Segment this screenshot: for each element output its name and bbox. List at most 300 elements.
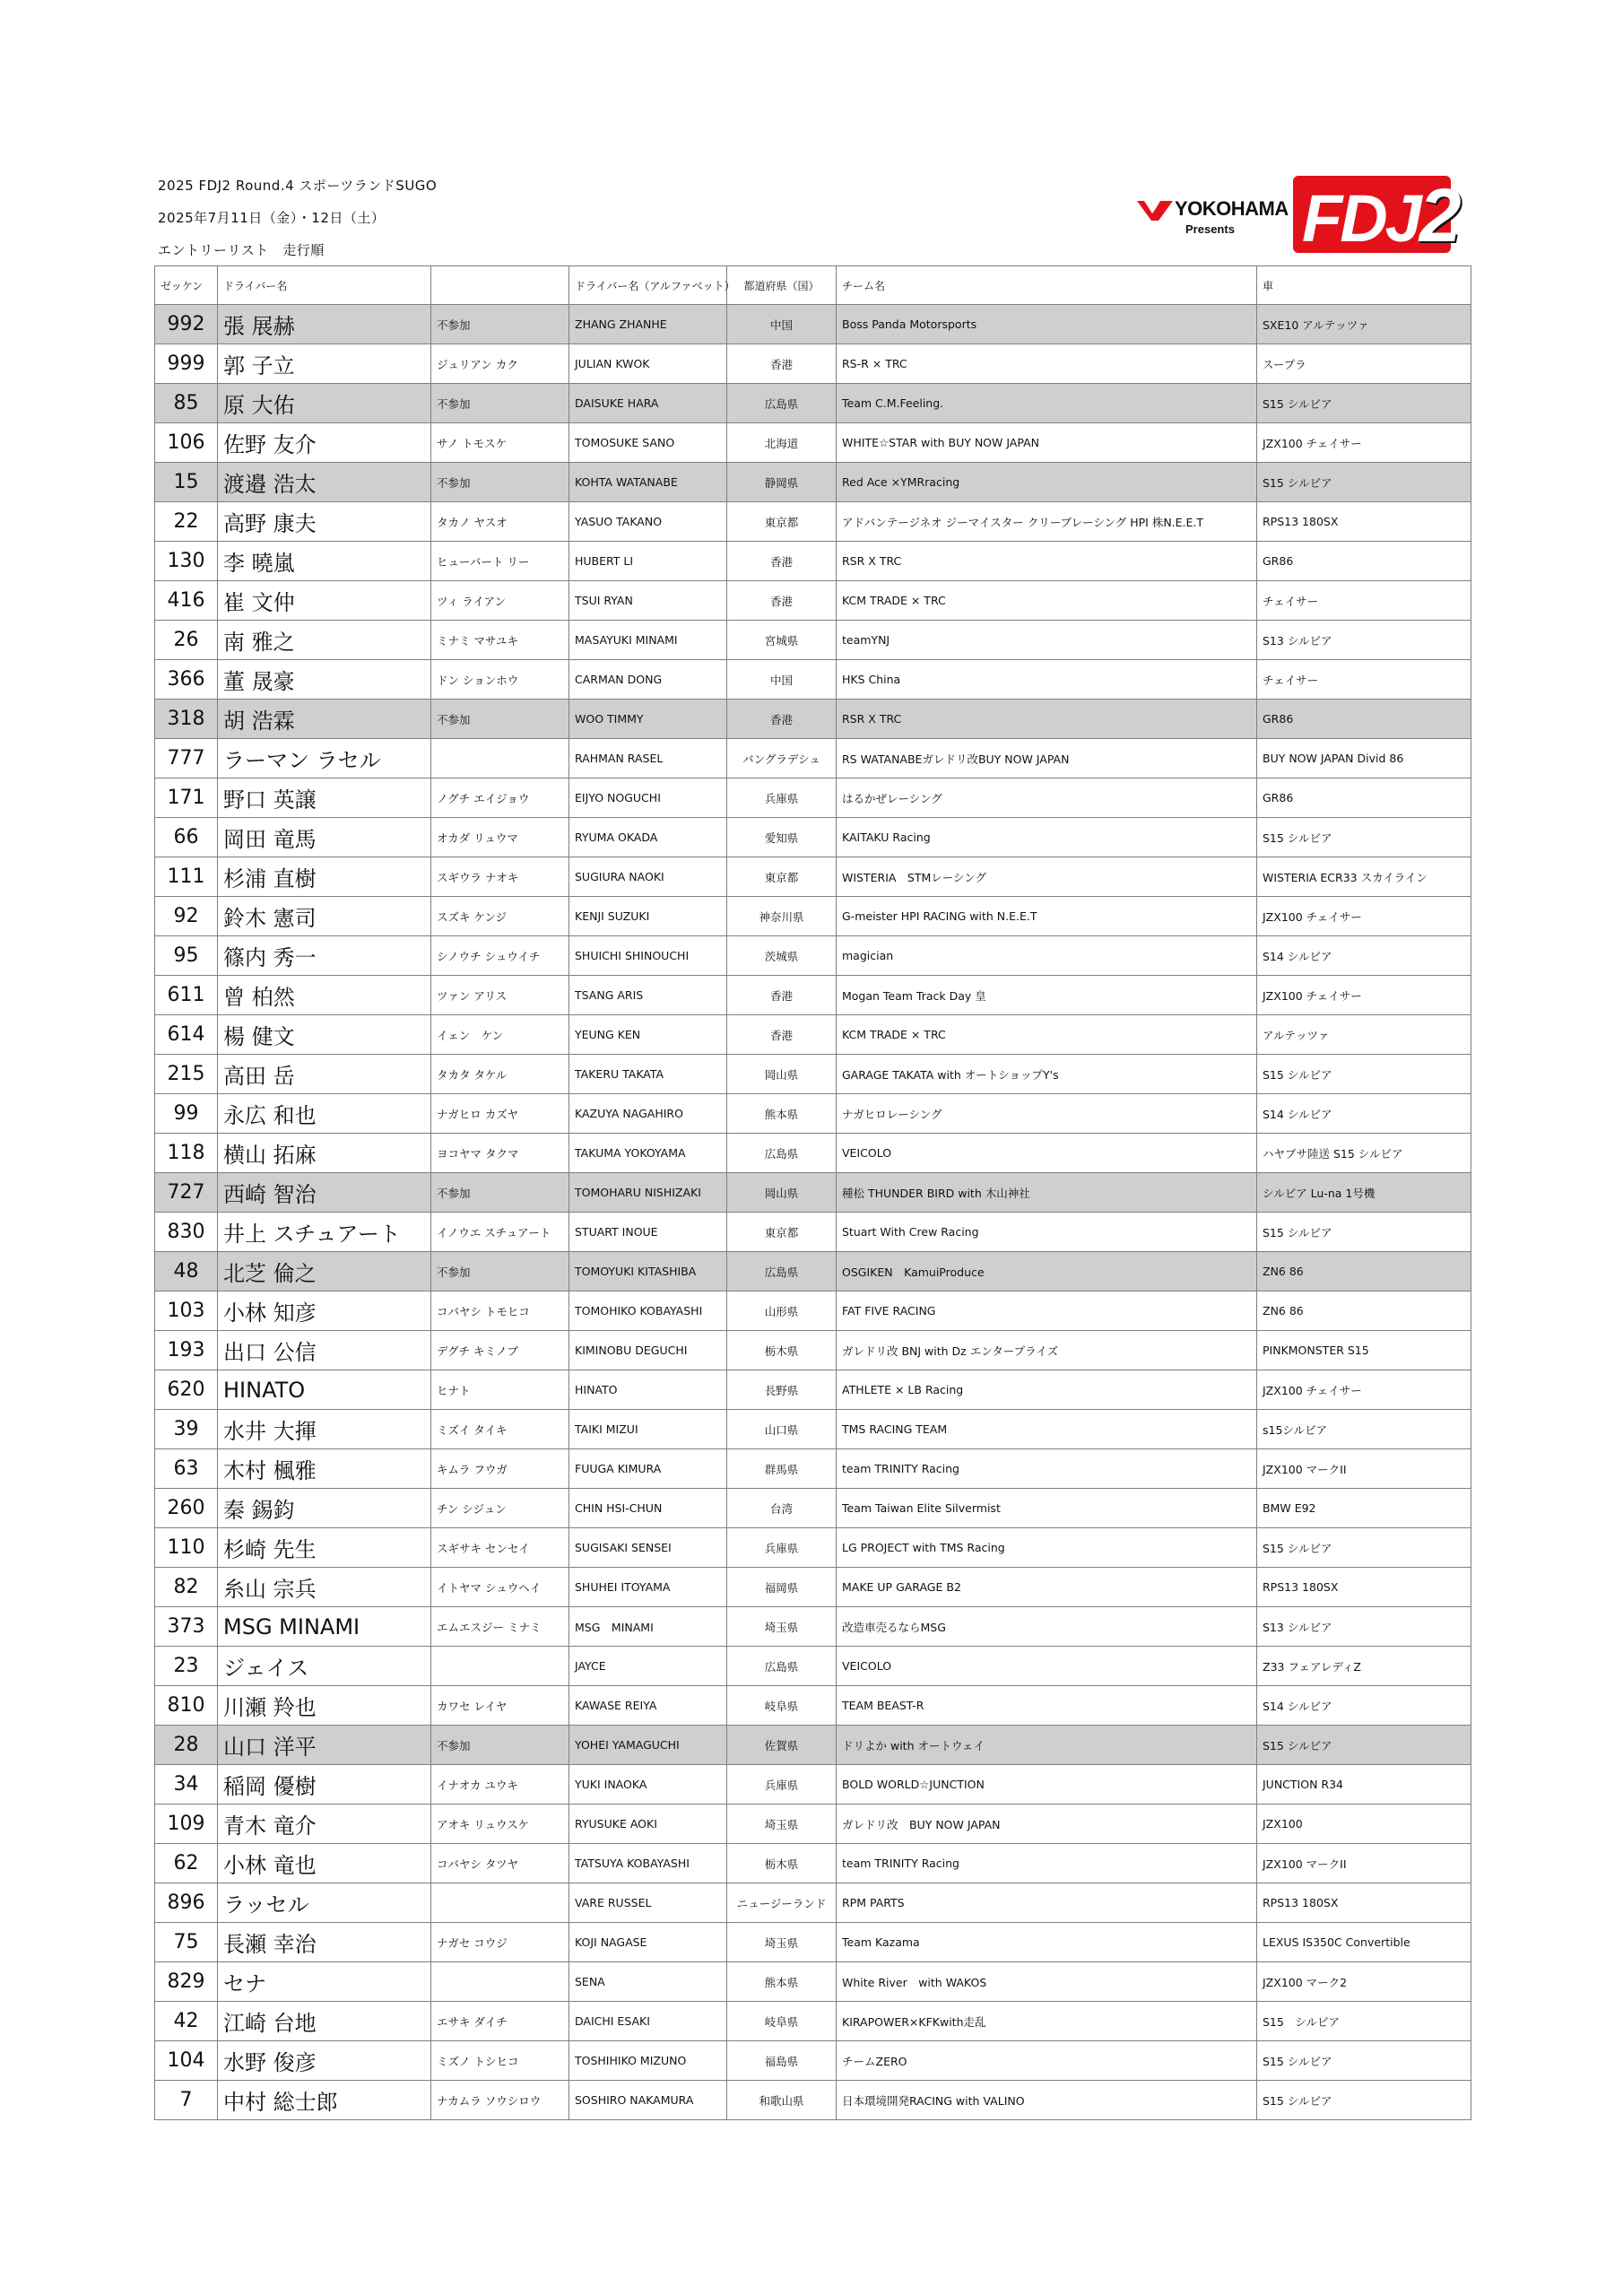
team-name: WHITE☆STAR with BUY NOW JAPAN xyxy=(837,423,1257,463)
driver-alpha: SHUHEI ITOYAMA xyxy=(569,1568,727,1607)
table-row xyxy=(155,1213,1471,1252)
entry-number: 318 xyxy=(155,700,218,739)
driver-alpha: TSANG ARIS xyxy=(569,976,727,1015)
driver-name: 青木 竜介 xyxy=(218,1805,431,1844)
prefecture: 兵庫県 xyxy=(727,1765,837,1805)
table-row xyxy=(155,1726,1471,1765)
driver-kana: ジュリアン カク xyxy=(431,344,569,384)
entry-number: 416 xyxy=(155,581,218,621)
team-name: ナガヒロレーシング xyxy=(837,1094,1257,1134)
driver-kana: ミズノ トシヒコ xyxy=(431,2041,569,2081)
col-prefecture: 都道府県（国） xyxy=(727,266,837,305)
driver-name: HINATO xyxy=(218,1370,431,1410)
table-row xyxy=(155,857,1471,897)
team-name: Stuart With Crew Racing xyxy=(837,1213,1257,1252)
driver-alpha: TATSUYA KOBAYASHI xyxy=(569,1844,727,1883)
car-name: S15 シルビア xyxy=(1257,1726,1471,1765)
table-row xyxy=(155,936,1471,976)
table-row xyxy=(155,1607,1471,1647)
table-row xyxy=(155,1015,1471,1055)
prefecture: 広島県 xyxy=(727,1134,837,1173)
car-name: S15 シルビア xyxy=(1257,1055,1471,1094)
prefecture: 山口県 xyxy=(727,1410,837,1449)
driver-alpha: MSG MINAMI xyxy=(569,1607,727,1647)
table-row xyxy=(155,384,1471,423)
driver-name: ラーマン ラセル xyxy=(218,739,431,778)
table-row xyxy=(155,700,1471,739)
driver-name: 楊 健文 xyxy=(218,1015,431,1055)
driver-alpha: TOMOSUKE SANO xyxy=(569,423,727,463)
event-date: 2025年7月11日（金）・12日（土） xyxy=(158,210,386,226)
driver-kana: デグチ キミノブ xyxy=(431,1331,569,1370)
driver-kana xyxy=(431,1962,569,2002)
table-row xyxy=(155,1331,1471,1370)
entry-number: 34 xyxy=(155,1765,218,1805)
team-name: TMS RACING TEAM xyxy=(837,1410,1257,1449)
driver-kana: ツィ ライアン xyxy=(431,581,569,621)
entry-number: 215 xyxy=(155,1055,218,1094)
driver-kana xyxy=(431,1647,569,1686)
table-row xyxy=(155,1568,1471,1607)
driver-alpha: JULIAN KWOK xyxy=(569,344,727,384)
team-name: 日本環境開発RACING with VALINO xyxy=(837,2081,1257,2120)
table-row xyxy=(155,1252,1471,1292)
team-name: ガレドリ改 BUY NOW JAPAN xyxy=(837,1805,1257,1844)
fdj-letters: FDJ xyxy=(1302,181,1419,256)
car-name: GR86 xyxy=(1257,700,1471,739)
driver-alpha: DAICHI ESAKI xyxy=(569,2002,727,2041)
driver-name: 篠内 秀一 xyxy=(218,936,431,976)
car-name: S13 シルビア xyxy=(1257,1607,1471,1647)
driver-kana xyxy=(431,1883,569,1923)
prefecture: ニュージーランド xyxy=(727,1883,837,1923)
team-name: ガレドリ改 BNJ with Dz エンタープライズ xyxy=(837,1331,1257,1370)
driver-kana: コバヤシ タツヤ xyxy=(431,1844,569,1883)
car-name: JZX100 xyxy=(1257,1805,1471,1844)
driver-name: 南 雅之 xyxy=(218,621,431,660)
team-name: はるかぜレーシング xyxy=(837,778,1257,818)
entry-number: 171 xyxy=(155,778,218,818)
driver-kana: スズキ ケンジ xyxy=(431,897,569,936)
driver-name: 鈴木 憲司 xyxy=(218,897,431,936)
entry-number: 810 xyxy=(155,1686,218,1726)
entry-number: 260 xyxy=(155,1489,218,1528)
entry-number: 42 xyxy=(155,2002,218,2041)
driver-alpha: MASAYUKI MINAMI xyxy=(569,621,727,660)
prefecture: 神奈川県 xyxy=(727,897,837,936)
driver-kana: イノウエ スチュアート xyxy=(431,1213,569,1252)
team-name: アドバンテージネオ ジーマイスター クリーブレーシング HPI 株N.E.E.T xyxy=(837,502,1257,542)
entry-number: 66 xyxy=(155,818,218,857)
driver-kana: 不参加 xyxy=(431,700,569,739)
table-row xyxy=(155,1055,1471,1094)
entry-number: 28 xyxy=(155,1726,218,1765)
driver-alpha: TSUI RYAN xyxy=(569,581,727,621)
driver-kana: イェン ケン xyxy=(431,1015,569,1055)
team-name: KAITAKU Racing xyxy=(837,818,1257,857)
driver-name: 杉崎 先生 xyxy=(218,1528,431,1568)
table-row xyxy=(155,976,1471,1015)
car-name: JUNCTION R34 xyxy=(1257,1765,1471,1805)
team-name: RS WATANABEガレドリ改BUY NOW JAPAN xyxy=(837,739,1257,778)
car-name: S14 シルビア xyxy=(1257,936,1471,976)
driver-name: 横山 拓麻 xyxy=(218,1134,431,1173)
driver-name: MSG MINAMI xyxy=(218,1607,431,1647)
driver-name: 小林 竜也 xyxy=(218,1844,431,1883)
presents-label: Presents xyxy=(1185,222,1235,236)
prefecture: 山形県 xyxy=(727,1292,837,1331)
team-name: teamYNJ xyxy=(837,621,1257,660)
entry-number: 727 xyxy=(155,1173,218,1213)
team-name: Boss Panda Motorsports xyxy=(837,305,1257,344)
entry-number: 130 xyxy=(155,542,218,581)
driver-alpha: HUBERT LI xyxy=(569,542,727,581)
car-name: JZX100 チェイサー xyxy=(1257,1370,1471,1410)
prefecture: 中国 xyxy=(727,660,837,700)
fdj-number: 2 xyxy=(1419,173,1459,257)
driver-name: 崔 文仲 xyxy=(218,581,431,621)
team-name: TEAM BEAST-R xyxy=(837,1686,1257,1726)
driver-alpha: CARMAN DONG xyxy=(569,660,727,700)
table-row xyxy=(155,344,1471,384)
driver-kana: アオキ リュウスケ xyxy=(431,1805,569,1844)
driver-alpha: KAWASE REIYA xyxy=(569,1686,727,1726)
driver-alpha: TOSHIHIKO MIZUNO xyxy=(569,2041,727,2081)
driver-kana: 不参加 xyxy=(431,1726,569,1765)
entry-number: 896 xyxy=(155,1883,218,1923)
driver-kana: サノ トモスケ xyxy=(431,423,569,463)
entry-number: 26 xyxy=(155,621,218,660)
driver-name: 江崎 台地 xyxy=(218,2002,431,2041)
prefecture: 香港 xyxy=(727,581,837,621)
car-name: ZN6 86 xyxy=(1257,1252,1471,1292)
table-row xyxy=(155,1173,1471,1213)
team-name: team TRINITY Racing xyxy=(837,1449,1257,1489)
table-row xyxy=(155,1134,1471,1173)
table-row xyxy=(155,1094,1471,1134)
driver-name: 西崎 智治 xyxy=(218,1173,431,1213)
prefecture: 東京都 xyxy=(727,857,837,897)
prefecture: 兵庫県 xyxy=(727,778,837,818)
col-number: ゼッケン xyxy=(155,266,218,305)
table-row xyxy=(155,778,1471,818)
driver-kana: 不参加 xyxy=(431,305,569,344)
driver-kana: 不参加 xyxy=(431,1173,569,1213)
team-name: RS-R × TRC xyxy=(837,344,1257,384)
driver-name: 郭 子立 xyxy=(218,344,431,384)
driver-name: 岡田 竜馬 xyxy=(218,818,431,857)
col-alpha: ドライバー名（アルファベット） xyxy=(569,266,727,305)
driver-kana: ノグチ エイジョウ xyxy=(431,778,569,818)
entry-number: 48 xyxy=(155,1252,218,1292)
prefecture: 香港 xyxy=(727,976,837,1015)
prefecture: 香港 xyxy=(727,1015,837,1055)
fdj-wordmark xyxy=(1302,172,1459,259)
car-name: S14 シルビア xyxy=(1257,1686,1471,1726)
table-row xyxy=(155,423,1471,463)
prefecture: 宮城県 xyxy=(727,621,837,660)
table-row xyxy=(155,1489,1471,1528)
list-title: エントリーリスト 走行順 xyxy=(158,242,325,258)
prefecture: 北海道 xyxy=(727,423,837,463)
entry-number: 110 xyxy=(155,1528,218,1568)
driver-alpha: STUART INOUE xyxy=(569,1213,727,1252)
table-row xyxy=(155,1844,1471,1883)
table-row xyxy=(155,1962,1471,2002)
driver-alpha: KIMINOBU DEGUCHI xyxy=(569,1331,727,1370)
car-name: S15 シルビア xyxy=(1257,463,1471,502)
driver-name: 秦 錫鈞 xyxy=(218,1489,431,1528)
table-row xyxy=(155,2041,1471,2081)
driver-kana: 不参加 xyxy=(431,384,569,423)
team-name: 改造車売るならMSG xyxy=(837,1607,1257,1647)
driver-alpha: SENA xyxy=(569,1962,727,2002)
entry-number: 614 xyxy=(155,1015,218,1055)
car-name: BUY NOW JAPAN Divid 86 xyxy=(1257,739,1471,778)
prefecture: 群馬県 xyxy=(727,1449,837,1489)
driver-name: 野口 英譲 xyxy=(218,778,431,818)
entry-number: 193 xyxy=(155,1331,218,1370)
team-name: RPM PARTS xyxy=(837,1883,1257,1923)
driver-kana: チン シジュン xyxy=(431,1489,569,1528)
driver-alpha: ZHANG ZHANHE xyxy=(569,305,727,344)
prefecture: 埼玉県 xyxy=(727,1607,837,1647)
driver-alpha: TAIKI MIZUI xyxy=(569,1410,727,1449)
entry-number: 99 xyxy=(155,1094,218,1134)
prefecture: 香港 xyxy=(727,700,837,739)
entry-number: 366 xyxy=(155,660,218,700)
driver-alpha: RYUSUKE AOKI xyxy=(569,1805,727,1844)
driver-alpha: YOHEI YAMAGUCHI xyxy=(569,1726,727,1765)
col-team: チーム名 xyxy=(837,266,1257,305)
col-car: 車 xyxy=(1257,266,1471,305)
driver-name: 高田 岳 xyxy=(218,1055,431,1094)
car-name: S14 シルビア xyxy=(1257,1094,1471,1134)
table-row xyxy=(155,1449,1471,1489)
car-name: JZX100 マークII xyxy=(1257,1449,1471,1489)
prefecture: 佐賀県 xyxy=(727,1726,837,1765)
entry-number: 111 xyxy=(155,857,218,897)
table-row xyxy=(155,897,1471,936)
car-name: JZX100 マーク2 xyxy=(1257,1962,1471,2002)
prefecture: 岡山県 xyxy=(727,1173,837,1213)
driver-alpha: YASUO TAKANO xyxy=(569,502,727,542)
driver-alpha: KENJI SUZUKI xyxy=(569,897,727,936)
driver-kana: コバヤシ トモヒコ xyxy=(431,1292,569,1331)
team-name: 種松 THUNDER BIRD with 木山神社 xyxy=(837,1173,1257,1213)
fdj2-logo xyxy=(1293,173,1459,257)
driver-alpha: DAISUKE HARA xyxy=(569,384,727,423)
driver-name: 出口 公信 xyxy=(218,1331,431,1370)
table-row xyxy=(155,818,1471,857)
prefecture: 和歌山県 xyxy=(727,2081,837,2120)
car-name: JZX100 チェイサー xyxy=(1257,423,1471,463)
entry-number: 39 xyxy=(155,1410,218,1449)
car-name: RPS13 180SX xyxy=(1257,1568,1471,1607)
team-name: RSR X TRC xyxy=(837,700,1257,739)
driver-alpha: KOHTA WATANABE xyxy=(569,463,727,502)
team-name: ATHLETE × LB Racing xyxy=(837,1370,1257,1410)
prefecture: 岐阜県 xyxy=(727,2002,837,2041)
yokohama-logo xyxy=(1137,197,1288,240)
prefecture: 台湾 xyxy=(727,1489,837,1528)
car-name: ZN6 86 xyxy=(1257,1292,1471,1331)
driver-alpha: TAKERU TAKATA xyxy=(569,1055,727,1094)
car-name: ハヤブサ陸送 S15 シルビア xyxy=(1257,1134,1471,1173)
entry-number: 103 xyxy=(155,1292,218,1331)
driver-alpha: JAYCE xyxy=(569,1647,727,1686)
entry-number: 620 xyxy=(155,1370,218,1410)
team-name: MAKE UP GARAGE B2 xyxy=(837,1568,1257,1607)
driver-alpha: SUGIURA NAOKI xyxy=(569,857,727,897)
team-name: WISTERIA STMレーシング xyxy=(837,857,1257,897)
table-row xyxy=(155,1883,1471,1923)
table-row xyxy=(155,1923,1471,1962)
table-header-row xyxy=(155,266,1471,305)
driver-name: 李 曉嵐 xyxy=(218,542,431,581)
car-name: S15 シルビア xyxy=(1257,2002,1471,2041)
driver-name: 董 晟豪 xyxy=(218,660,431,700)
table-row xyxy=(155,660,1471,700)
driver-alpha: TOMOHIKO KOBAYASHI xyxy=(569,1292,727,1331)
entry-number: 63 xyxy=(155,1449,218,1489)
driver-kana: イナオカ ユウキ xyxy=(431,1765,569,1805)
driver-kana: ナガヒロ カズヤ xyxy=(431,1094,569,1134)
prefecture: 香港 xyxy=(727,542,837,581)
driver-kana: キムラ フウガ xyxy=(431,1449,569,1489)
driver-kana: ヒナト xyxy=(431,1370,569,1410)
entry-number: 23 xyxy=(155,1647,218,1686)
team-name: Team Kazama xyxy=(837,1923,1257,1962)
team-name: Team Taiwan Elite Silvermist xyxy=(837,1489,1257,1528)
entry-number: 830 xyxy=(155,1213,218,1252)
car-name: アルテッツァ xyxy=(1257,1015,1471,1055)
driver-kana: エサキ ダイチ xyxy=(431,2002,569,2041)
yokohama-y-icon xyxy=(1137,199,1173,224)
driver-alpha: KAZUYA NAGAHIRO xyxy=(569,1094,727,1134)
driver-name: 張 展赫 xyxy=(218,305,431,344)
prefecture: 兵庫県 xyxy=(727,1528,837,1568)
table-row xyxy=(155,739,1471,778)
prefecture: 福岡県 xyxy=(727,1568,837,1607)
prefecture: 福島県 xyxy=(727,2041,837,2081)
col-driver: ドライバー名 xyxy=(218,266,431,305)
driver-kana: 不参加 xyxy=(431,463,569,502)
prefecture: 岡山県 xyxy=(727,1055,837,1094)
driver-alpha: HINATO xyxy=(569,1370,727,1410)
prefecture: 熊本県 xyxy=(727,1962,837,2002)
driver-name: 長瀬 幸治 xyxy=(218,1923,431,1962)
driver-name: ジェイス xyxy=(218,1647,431,1686)
car-name: シルビア Lu-na 1号機 xyxy=(1257,1173,1471,1213)
team-name: ドリよか with オートウェイ xyxy=(837,1726,1257,1765)
team-name: magician xyxy=(837,936,1257,976)
event-title: 2025 FDJ2 Round.4 スポーツランドSUGO xyxy=(158,178,438,194)
car-name: S15 シルビア xyxy=(1257,2041,1471,2081)
entry-number: 829 xyxy=(155,1962,218,2002)
driver-alpha: SOSHIRO NAKAMURA xyxy=(569,2081,727,2120)
team-name: HKS China xyxy=(837,660,1257,700)
prefecture: 東京都 xyxy=(727,1213,837,1252)
car-name: PINKMONSTER S15 xyxy=(1257,1331,1471,1370)
table-row xyxy=(155,1686,1471,1726)
driver-name: 井上 スチュアート xyxy=(218,1213,431,1252)
car-name: S15 シルビア xyxy=(1257,384,1471,423)
team-name: LG PROJECT with TMS Racing xyxy=(837,1528,1257,1568)
car-name: Z33 フェアレディZ xyxy=(1257,1647,1471,1686)
prefecture: 栃木県 xyxy=(727,1331,837,1370)
prefecture: 岐阜県 xyxy=(727,1686,837,1726)
table-row xyxy=(155,1410,1471,1449)
driver-name: 水井 大揮 xyxy=(218,1410,431,1449)
prefecture: 広島県 xyxy=(727,1647,837,1686)
table-row xyxy=(155,581,1471,621)
driver-name: 糸山 宗兵 xyxy=(218,1568,431,1607)
team-name: OSGIKEN KamuiProduce xyxy=(837,1252,1257,1292)
car-name: S13 シルビア xyxy=(1257,621,1471,660)
prefecture: 熊本県 xyxy=(727,1094,837,1134)
driver-name: ラッセル xyxy=(218,1883,431,1923)
team-name: GARAGE TAKATA with オートショップY's xyxy=(837,1055,1257,1094)
car-name: チェイサー xyxy=(1257,660,1471,700)
prefecture: 中国 xyxy=(727,305,837,344)
driver-alpha: SUGISAKI SENSEI xyxy=(569,1528,727,1568)
entry-number: 118 xyxy=(155,1134,218,1173)
driver-kana: ナガセ コウジ xyxy=(431,1923,569,1962)
prefecture: 埼玉県 xyxy=(727,1923,837,1962)
car-name: RPS13 180SX xyxy=(1257,1883,1471,1923)
driver-name: 佐野 友介 xyxy=(218,423,431,463)
team-name: VEICOLO xyxy=(837,1647,1257,1686)
entry-number: 22 xyxy=(155,502,218,542)
driver-name: 北芝 倫之 xyxy=(218,1252,431,1292)
entry-number: 75 xyxy=(155,1923,218,1962)
table-row xyxy=(155,1805,1471,1844)
entry-number: 104 xyxy=(155,2041,218,2081)
table-row xyxy=(155,542,1471,581)
prefecture: 東京都 xyxy=(727,502,837,542)
driver-kana: オカダ リュウマ xyxy=(431,818,569,857)
driver-kana: スギサキ センセイ xyxy=(431,1528,569,1568)
driver-kana: ヒューバート リー xyxy=(431,542,569,581)
prefecture: 長野県 xyxy=(727,1370,837,1410)
driver-alpha: SHUICHI SHINOUCHI xyxy=(569,936,727,976)
driver-alpha: RAHMAN RASEL xyxy=(569,739,727,778)
yokohama-wordmark: YOKOHAMA xyxy=(1175,197,1289,220)
team-name: team TRINITY Racing xyxy=(837,1844,1257,1883)
team-name: RSR X TRC xyxy=(837,542,1257,581)
driver-name: 杉浦 直樹 xyxy=(218,857,431,897)
driver-name: 稲岡 優樹 xyxy=(218,1765,431,1805)
sponsor-logo xyxy=(1137,173,1460,258)
driver-kana: シノウチ シュウイチ xyxy=(431,936,569,976)
driver-name: 胡 浩霖 xyxy=(218,700,431,739)
team-name: White River with WAKOS xyxy=(837,1962,1257,2002)
entry-number: 109 xyxy=(155,1805,218,1844)
driver-kana: イトヤマ シュウヘイ xyxy=(431,1568,569,1607)
car-name: SXE10 アルテッツァ xyxy=(1257,305,1471,344)
driver-kana: ミズイ タイキ xyxy=(431,1410,569,1449)
prefecture: 静岡県 xyxy=(727,463,837,502)
driver-name: セナ xyxy=(218,1962,431,2002)
driver-kana: ミナミ マサユキ xyxy=(431,621,569,660)
team-name: Team C.M.Feeling. xyxy=(837,384,1257,423)
team-name: チームZERO xyxy=(837,2041,1257,2081)
car-name: s15シルビア xyxy=(1257,1410,1471,1449)
entry-number: 611 xyxy=(155,976,218,1015)
prefecture: 茨城県 xyxy=(727,936,837,976)
driver-name: 木村 楓雅 xyxy=(218,1449,431,1489)
